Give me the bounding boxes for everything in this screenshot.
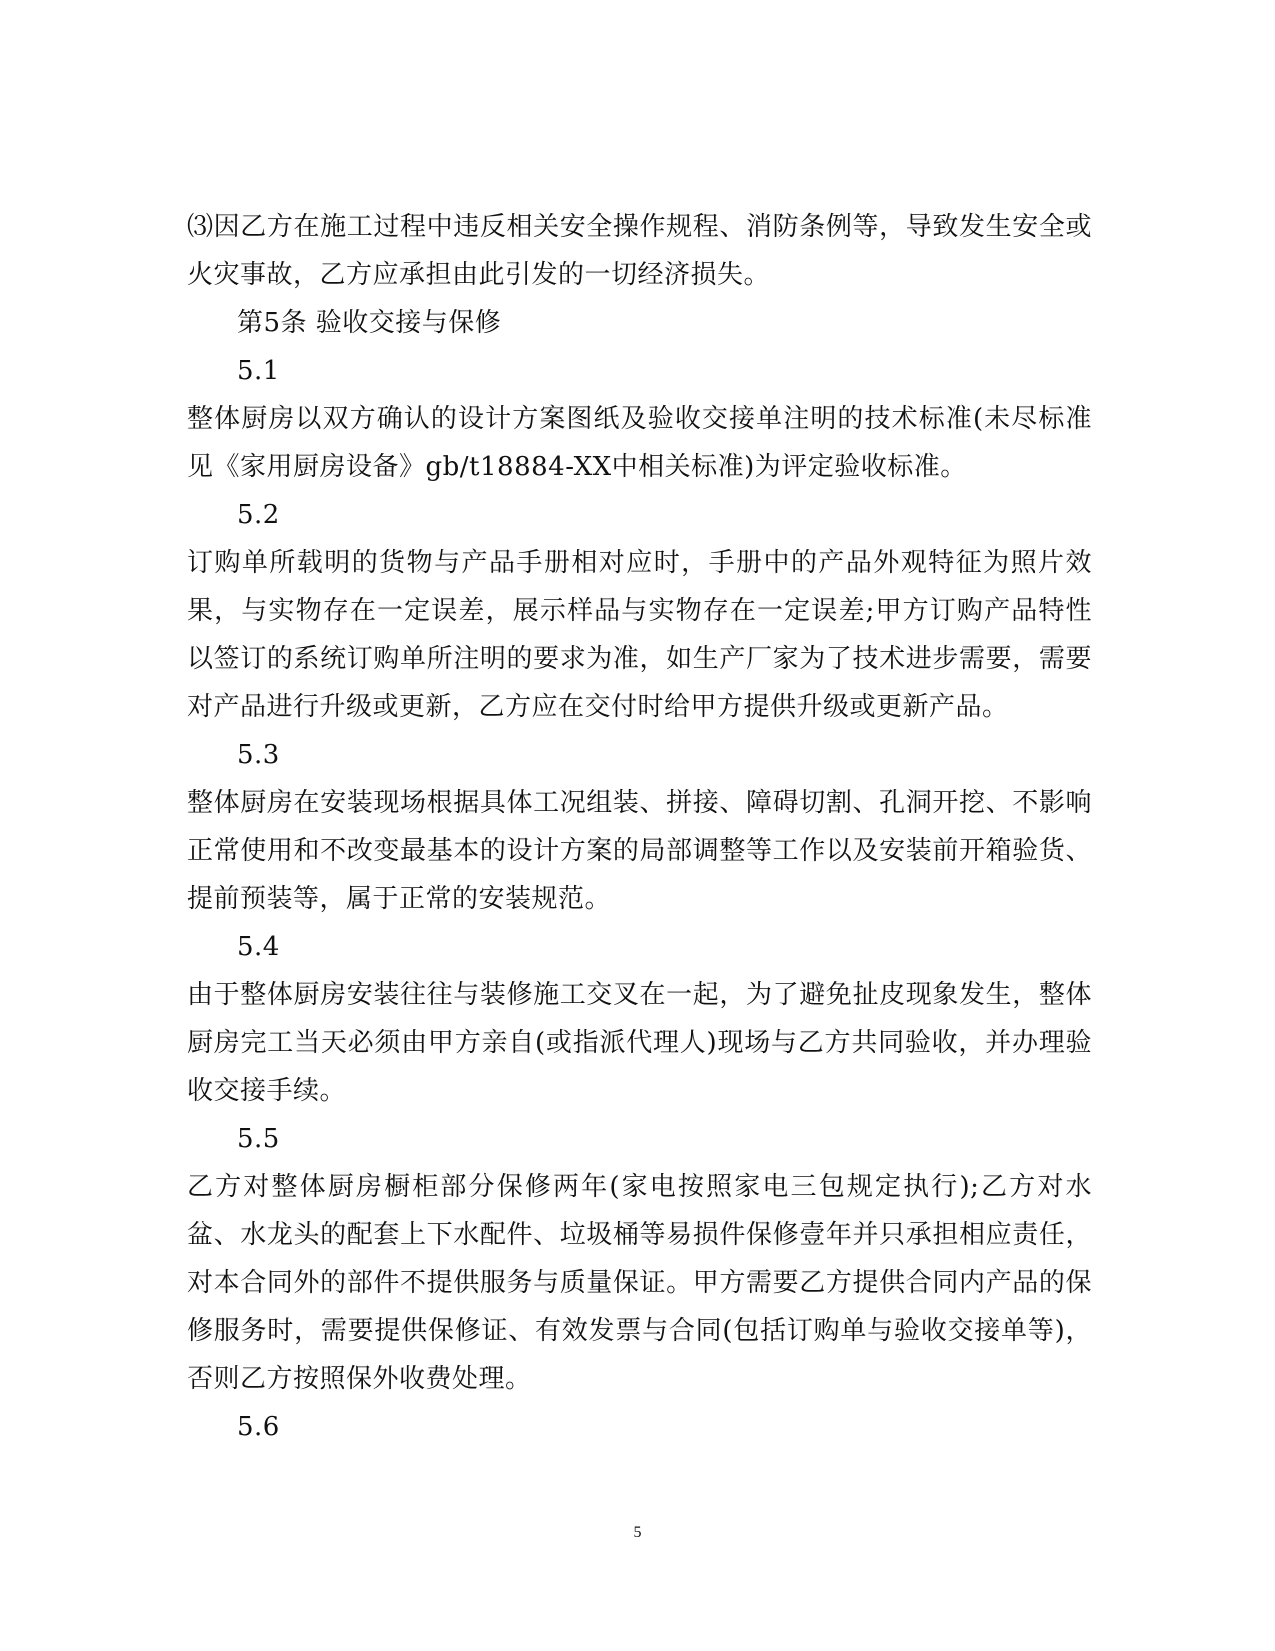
section-5-1-body: 整体厨房以双方确认的设计方案图纸及验收交接单注明的技术标准(未尽标准见《家用厨房设备》gb/t18884-XX中相关标准)为评定验收标准。 [187,404,1092,482]
section-5-5-number: 5.5 [237,1124,280,1154]
section-5-1-number: 5.1 [237,356,280,386]
page-number: 5 [633,1524,642,1541]
clause-3-fire-liability: ⑶因乙方在施工过程中违反相关安全操作规程、消防条例等，导致发生安全或火灾事故，乙方应承担由此引发的一切经济损失。 [187,212,1092,290]
section-5-2-body: 订购单所载明的货物与产品手册相对应时，手册中的产品外观特征为照片效果，与实物存在一定误差，展示样品与实物存在一定误差;甲方订购产品特性以签订的系统订购单所注明的要求为准，如生产厂家为了技术进步需要，需要对产品进行升级或更新，乙方应在交付时给甲方提供升级或更新产品。 [187,548,1092,722]
section-5-2-number: 5.2 [237,500,280,530]
section-5-5-body: 乙方对整体厨房橱柜部分保修两年(家电按照家电三包规定执行);乙方对水盆、水龙头的配套上下水配件、垃圾桶等易损件保修壹年并只承担相应责任，对本合同外的部件不提供服务与质量保证。甲方需要乙方提供合同内产品的保修服务时，需要提供保修证、有效发票与合同(包括订购单与验收交接单等)，否则乙方按照保外收费处理。 [187,1172,1092,1394]
section-5-3-number: 5.3 [237,740,280,770]
section-5-4-body: 由于整体厨房安装往往与装修施工交叉在一起，为了避免扯皮现象发生，整体厨房完工当天必须由甲方亲自(或指派代理人)现场与乙方共同验收，并办理验收交接手续。 [187,980,1092,1106]
section-5-6-number: 5.6 [237,1412,280,1442]
document-body [187,203,1092,1451]
section-5-4-number: 5.4 [237,932,280,962]
article-5-title: 第5条 验收交接与保修 [237,308,502,338]
section-5-3-body: 整体厨房在安装现场根据具体工况组装、拼接、障碍切割、孔洞开挖、不影响正常使用和不改变最基本的设计方案的局部调整等工作以及安装前开箱验货、提前预装等，属于正常的安装规范。 [187,788,1092,914]
